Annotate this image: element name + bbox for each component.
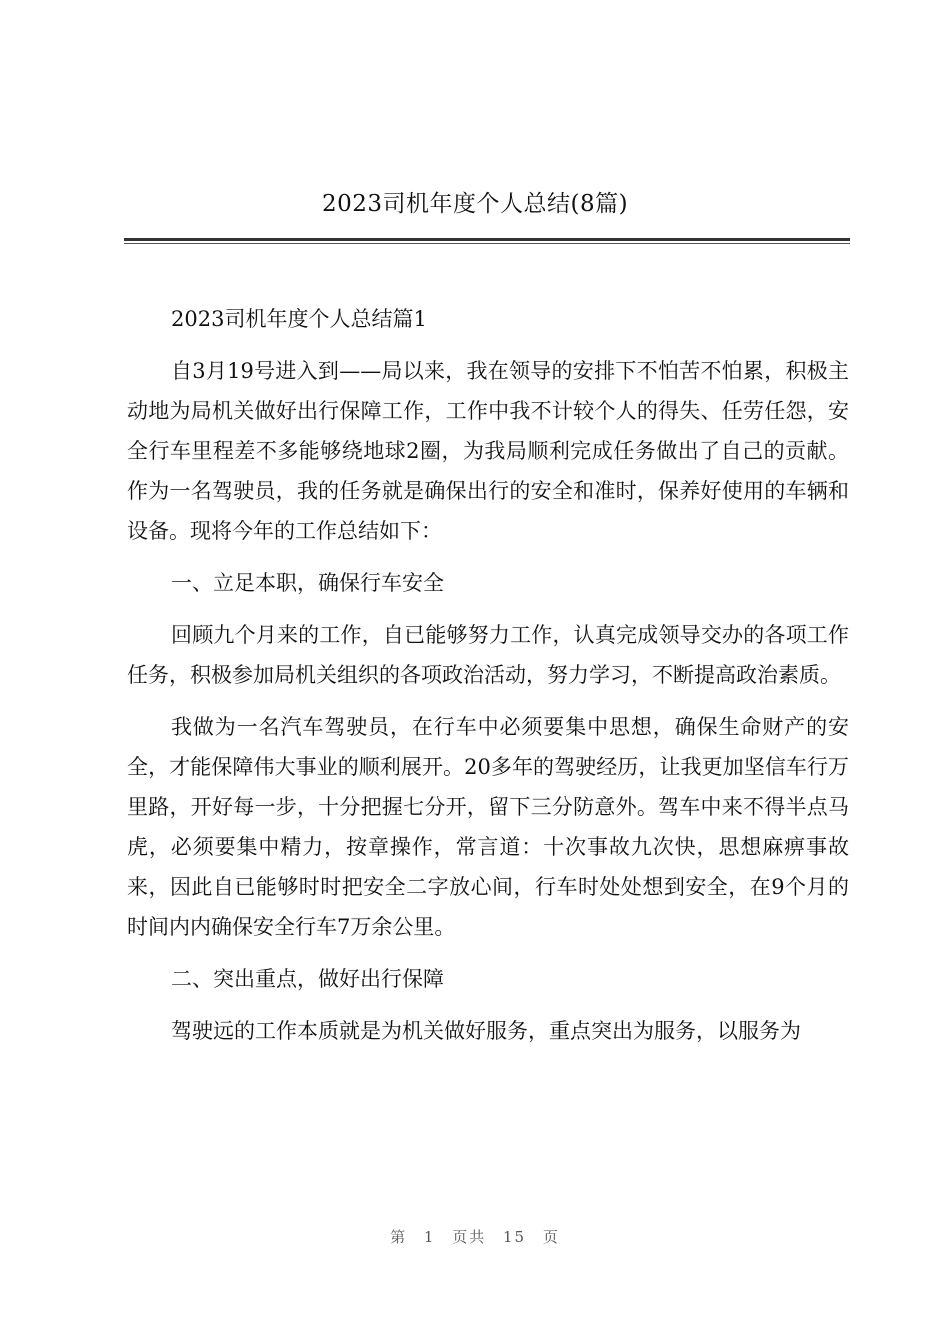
page-footer: 第 1 页共 15 页: [390, 1228, 560, 1246]
title-divider-thin: [124, 243, 850, 244]
page-title: 2023司机年度个人总结(8篇): [321, 191, 629, 217]
document-body: [127, 299, 849, 1051]
paragraph: 我做为一名汽车驾驶员，在行车中必须要集中思想，确保生命财产的安全，才能保障伟大事业的顺利展开。20多年的驾驶经历，让我更加坚信车行万里路，开好每一步，十分把握七分开，留下三分防意外。驾车中来不得半点马虎，必须要集中精力，按章操作，常言道：十次事故九次快，思想麻痹事故来，因此自已能够时时把安全二字放心间，行车时处处想到安全，在9个月的时间内内确保安全行车7万余公里。: [127, 715, 849, 939]
paragraph: 自3月19号进入到——局以来，我在领导的安排下不怕苦不怕累，积极主动地为局机关做好出行保障工作，工作中我不计较个人的得失、任劳任怨，安全行车里程差不多能够绕地球2圈，为我局顺利完成任务做出了自己的贡献。作为一名驾驶员，我的任务就是确保出行的安全和准时，保养好使用的车辆和设备。现将今年的工作总结如下：: [127, 359, 849, 543]
section-heading: 2023司机年度个人总结篇1: [171, 307, 427, 331]
paragraph: 回顾九个月来的工作，自已能够努力工作，认真完成领导交办的各项工作任务，积极参加局机关组织的各项政治活动，努力学习，不断提高政治素质。: [127, 623, 849, 687]
paragraph: 驾驶远的工作本质就是为机关做好服务，重点突出为服务，以服务为: [171, 1019, 801, 1043]
section-subheading: 一、立足本职，确保行车安全: [171, 571, 444, 595]
section-subheading: 二、突出重点，做好出行保障: [171, 967, 444, 991]
title-divider: [124, 238, 850, 241]
